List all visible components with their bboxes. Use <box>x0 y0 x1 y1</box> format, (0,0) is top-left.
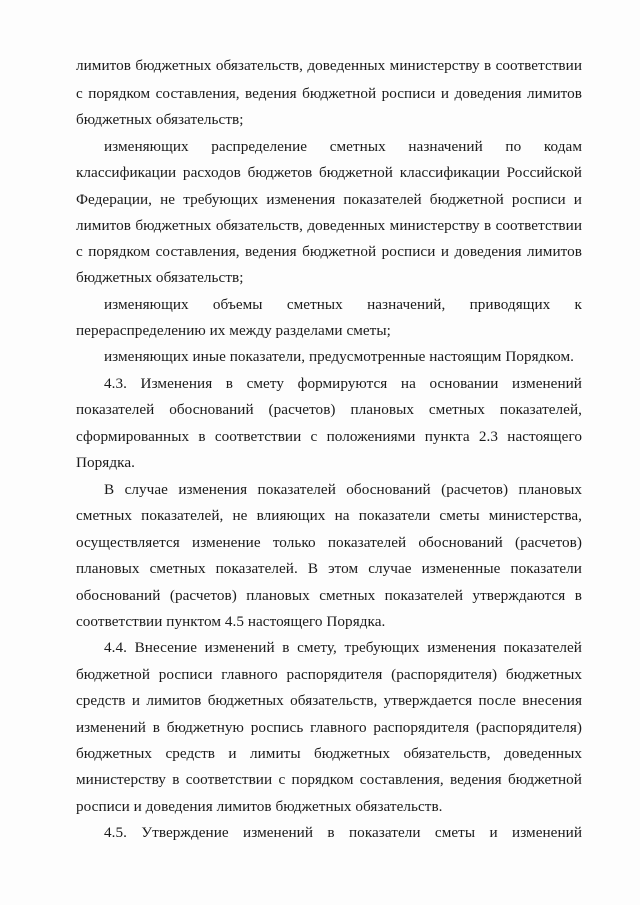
text-line: изменяющих распределение сметных назначений по кодам <box>104 138 582 155</box>
text-line: 4.4. Внесение изменений в смету, требующих изменения показателей <box>104 639 582 656</box>
text-line: изменяющих иные показатели, предусмотренные настоящим Порядком. <box>104 348 574 365</box>
text-line: показателей обоснований (расчетов) плановых сметных показателей, <box>76 401 582 418</box>
text-line: росписи и доведения лимитов бюджетных обязательств. <box>76 798 443 815</box>
text-line: обоснований (расчетов) плановых сметных показателей утверждаются в <box>76 587 582 604</box>
text-line: средств и лимитов бюджетных обязательств, утверждается после внесения <box>76 692 582 709</box>
text-line: сметных показателей, не влияющих на показатели сметы министерства, <box>76 507 582 524</box>
text-line: В случае изменения показателей обоснований (расчетов) плановых <box>104 481 582 498</box>
text-line: классификации расходов бюджетов бюджетной классификации Российской <box>76 164 582 181</box>
text-line: Порядка. <box>76 454 135 471</box>
text-line: осуществляется изменение только показателей обоснований (расчетов) <box>76 534 582 551</box>
text-line: бюджетных обязательств; <box>76 269 244 286</box>
text-line: изменений в бюджетную роспись главного распорядителя (распорядителя) <box>76 719 582 736</box>
text-line: перераспределению их между разделами сметы; <box>76 322 391 339</box>
text-line: министерству в соответствии с порядком составления, ведения бюджетной <box>76 771 582 788</box>
text-line: с порядком составления, ведения бюджетной росписи и доведения лимитов <box>76 85 582 102</box>
text-line: бюджетных средств и лимиты бюджетных обязательств, доведенных <box>76 745 582 762</box>
text-line: лимитов бюджетных обязательств, доведенных министерству в соответствии <box>76 217 582 234</box>
text-line: бюджетных обязательств; <box>76 111 244 128</box>
text-line: сформированных в соответствии с положениями пункта 2.3 настоящего <box>76 428 582 445</box>
text-line: 4.5. Утверждение изменений в показатели сметы и изменений <box>104 824 582 841</box>
text-line: соответствии пунктом 4.5 настоящего Порядка. <box>76 613 386 630</box>
text-line: 4.3. Изменения в смету формируются на основании изменений <box>104 375 582 392</box>
text-line: Федерации, не требующих изменения показателей бюджетной росписи и <box>76 191 582 208</box>
text-line: бюджетной росписи главного распорядителя (распорядителя) бюджетных <box>76 666 582 683</box>
text-line: лимитов бюджетных обязательств, доведенных министерству в соответствии <box>76 57 582 74</box>
text-line: плановых сметных показателей. В этом случае измененные показатели <box>76 560 582 577</box>
text-line: с порядком составления, ведения бюджетной росписи и доведения лимитов <box>76 243 582 260</box>
text-line: изменяющих объемы сметных назначений, приводящих к <box>104 296 582 313</box>
